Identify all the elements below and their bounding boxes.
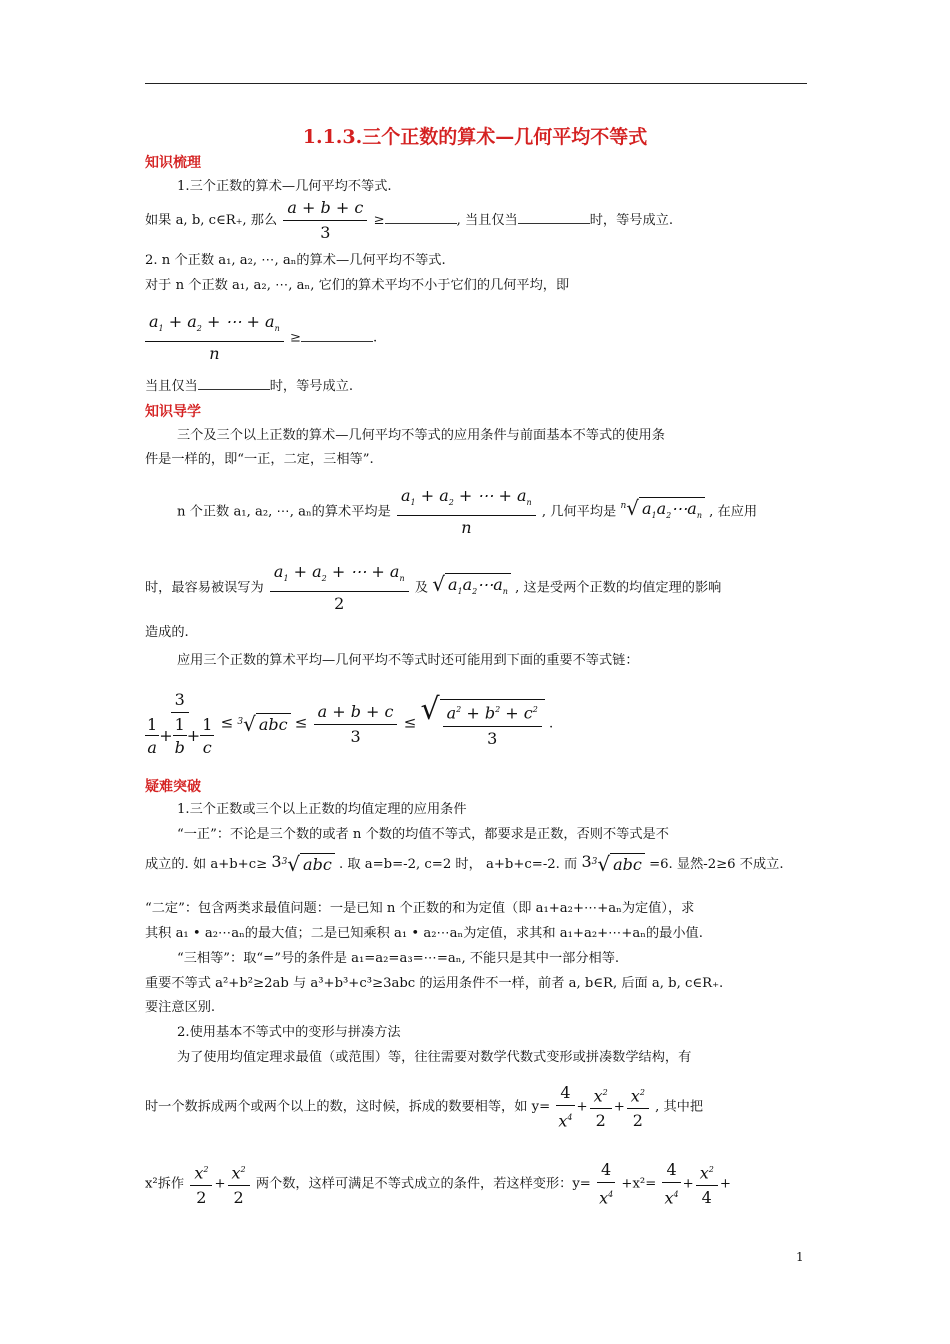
text-line-am-gm-3: 如果 a, b, c∈R+, 那么 $\frac{a + b + c}{3}$ ≥ , 当且仅当 时，等号成立. [145, 198, 674, 242]
fraction-4-over-x4: $\frac{4}{x^4}$ [662, 1160, 680, 1208]
three-cube-root-abc: 3 3 √ abc [271, 853, 334, 876]
text-span: 时，等号成立. [589, 213, 674, 228]
text-line: 重要不等式 a²+b²≥2ab 与 a³+b³+c³≥3abc 的运用条件不一样，前者 a, b∈R, 后面 a, b, c∈R₊. [145, 976, 724, 991]
cube-root-abc: 3 √ abc [237, 713, 290, 736]
fraction-abc-over-3: $\frac{a + b + c}{3}$ [283, 198, 367, 243]
answer-blank [198, 377, 270, 390]
text-line: “三相等”：取“=”号的条件是 a₁=a₂=a₃=⋯=aₙ, 不能只是其中一部分相等. [177, 951, 620, 966]
section-heading-2: 知识导学 [145, 404, 201, 420]
text-line: 要注意区别. [145, 1000, 216, 1015]
text-line-counterexample [145, 853, 784, 876]
text-line: 件是一样的，即“一正，二定，三相等”. [145, 452, 374, 467]
quadratic-mean-root: √ $\frac{a^2 + b^2 + c^2}{3}$ [420, 699, 544, 748]
text-line: 其积 a₁ • a₂⋯aₙ的最大值；二是已知乘积 a₁ • a₂⋯aₙ为定值，求其和 a₁+a₂+⋯+aₙ的最小值. [145, 926, 703, 941]
text-line-am-gm-n [145, 312, 377, 364]
text-line [145, 377, 353, 396]
text-span: ≥ [289, 330, 301, 346]
fraction-x2-over-2: $\frac{x^2}{2}$ [627, 1083, 649, 1131]
nth-root-geometric-mean: n √ $a_1a_2\cdots a_n$ [620, 497, 705, 527]
text-span: , 这是受两个正数的均值定理的影响 [515, 580, 722, 596]
answer-blank [385, 211, 457, 224]
text-span: 成立的. 如 a+b+c≥ [145, 857, 268, 872]
text-line: 三个及三个以上正数的算术—几何平均不等式的应用条件与前面基本不等式的使用条 [177, 428, 665, 443]
text-line: 应用三个正数的算术平均—几何平均不等式时还可能用到下面的重要不等式链： [177, 653, 639, 668]
text-line-misuse [145, 562, 721, 614]
text-span: ≥ [373, 213, 385, 228]
text-span: 时，等号成立. [269, 379, 354, 394]
section-heading-3: 疑难突破 [145, 779, 201, 795]
answer-blank [301, 329, 373, 342]
fraction-abc-over-3: $\frac{a + b + c}{3}$ [314, 702, 398, 747]
text-line: 1.三个正数的算术—几何平均不等式. [177, 179, 392, 194]
fraction-4-over-x4: $\frac{4}{x^4}$ [556, 1083, 574, 1131]
text-line-means [177, 486, 757, 538]
section-heading-1: 知识梳理 [145, 155, 201, 171]
three-cube-root-abc: 3 3 √ abc [581, 853, 644, 876]
text-span: , 当且仅当 [456, 213, 518, 228]
text-span: 当且仅当 [145, 379, 198, 394]
text-span: 时，最容易被误写为 [145, 580, 264, 596]
answer-blank [518, 211, 590, 224]
text-line: 为了使用均值定理求最值（或范围）等，往往需要对数学代数式变形或拼凑数学结构，有 [177, 1050, 692, 1065]
fraction-x2-over-2: $\frac{x^2}{2}$ [590, 1083, 612, 1131]
fraction-arithmetic-mean: $\frac{a_1 + a_2 + \cdots + a_n}{n}$ [397, 486, 536, 538]
text-line: 对于 n 个正数 a₁, a₂, ⋯, aₙ, 它们的算术平均不小于它们的几何平均，即 [145, 278, 570, 293]
fraction-sum-over-2: $\frac{a_1 + a_2 + \cdots + a_n}{2}$ [270, 562, 409, 614]
text-span: 如果 a, b, c∈R [145, 213, 236, 228]
fraction-x2-over-4: $\frac{x^2}{4}$ [696, 1160, 718, 1208]
text-line-transform: x²拆作 $\frac{x^2}{2}$ + $\frac{x^2}{2}$ 两个数，这样可满足不等式成立的条件，若这样变形：y= $\frac{4}{x^4}$ +x²= $\frac{4}{x^4}$ + $\frac{x^2}{4}$ + [145, 1160, 731, 1208]
fraction-4-over-x4: $\frac{4}{x^4}$ [597, 1160, 615, 1208]
text-line: “二定”：包含两类求最值问题：一是已知 n 个正数的和为定值（即 a₁+a₂+⋯+aₙ为定值），求 [145, 901, 695, 916]
page-number: 1 [796, 1250, 804, 1264]
text-span: . [372, 330, 378, 346]
text-line: “一正”：不论是三个数的或者 n 个数的均值不等式，都要求是正数，否则不等式是不 [177, 827, 669, 842]
fraction-x2-over-2: $\frac{x^2}{2}$ [190, 1160, 212, 1208]
text-span: , 其中把 [655, 1099, 704, 1115]
text-line-split-example: 时一个数拆成两个或两个以上的数，这时候，拆成的数要相等，如 y= $\frac{4}{x^4}$ + $\frac{x^2}{2}$ + $\frac{x^2}{2}$ , 其中把 [145, 1083, 704, 1131]
text-line: 2.使用基本不等式中的变形与拼凑方法 [177, 1025, 401, 1040]
text-line: 造成的. [145, 625, 189, 640]
page-title: 1.1.3.三个正数的算术—几何平均不等式 [302, 126, 648, 148]
text-line: 2. n 个正数 a₁, a₂, ⋯, aₙ的算术—几何平均不等式. [145, 253, 446, 268]
text-line: 1.三个正数或三个以上正数的均值定理的应用条件 [177, 802, 467, 817]
text-span: 及 [414, 580, 428, 596]
text-span: , 在应用 [709, 504, 758, 520]
harmonic-mean-fraction: 3 $\frac{1}{a}$ + $\frac{1}{b}$ + $\frac{1}{c}$ [147, 690, 213, 757]
text-span: +x²= [621, 1176, 657, 1192]
inequality-chain: 3 $\frac{1}{a}$ + $\frac{1}{b}$ + $\frac{1}{c}$ ≤ 3 √ abc ≤ $\frac{a + b + c}{3}$ ≤ √ $\frac{a^2 + b^2 + c^2}{3}$ . [147, 690, 554, 757]
text-span: , 几何平均是 [541, 504, 617, 520]
text-span: =6. 显然-2≥6 不成立. [649, 857, 784, 872]
text-span: . 取 a=b=-2, c=2 时， a+b+c=-2. 而 [339, 857, 578, 872]
fraction-sum-over-n: $\frac{a_1 + a_2 + \cdots + a_n}{n}$ [145, 312, 284, 364]
text-span: n 个正数 a₁, a₂, ⋯, aₙ的算术平均是 [177, 504, 391, 520]
square-root-product: √ $a_1a_2\cdots a_n$ [432, 573, 511, 603]
text-span: , 那么 [242, 213, 278, 228]
text-span: x²拆作 [145, 1176, 185, 1192]
text-span: 时一个数拆成两个或两个以上的数，这时候，拆成的数要相等，如 y= [145, 1099, 551, 1115]
header-rule [145, 83, 807, 84]
fraction-x2-over-2: $\frac{x^2}{2}$ [228, 1160, 250, 1208]
text-span: 两个数，这样可满足不等式成立的条件，若这样变形：y= [255, 1176, 591, 1192]
